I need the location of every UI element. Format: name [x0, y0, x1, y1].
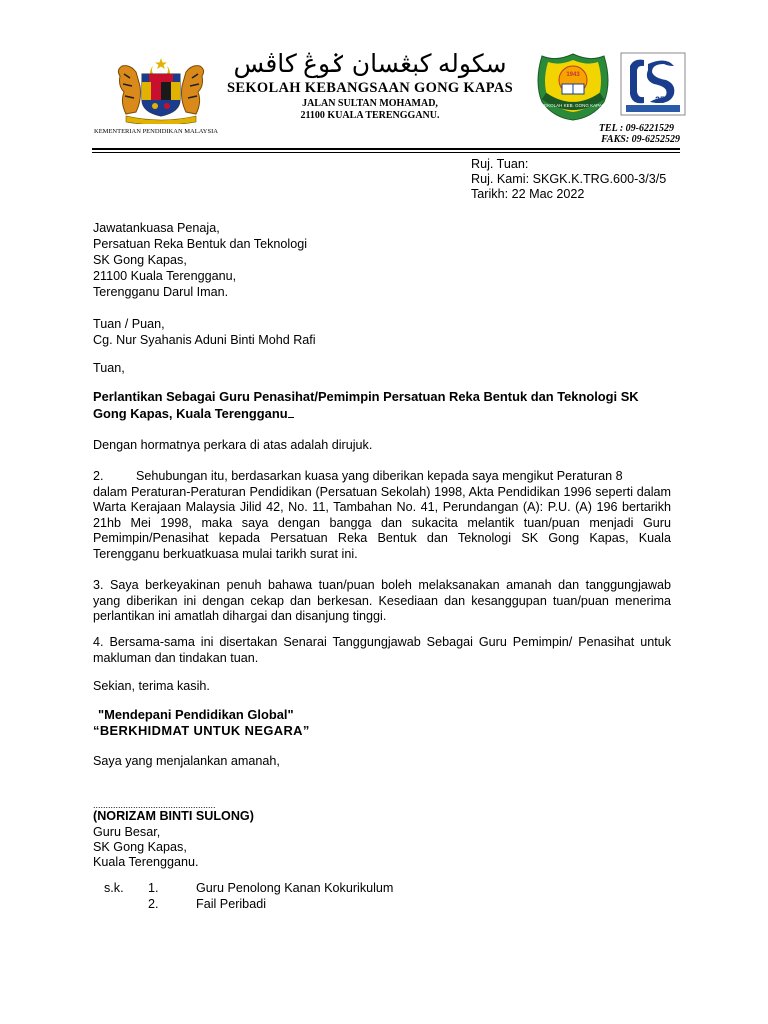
motto-line2: “BERKHIDMAT UNTUK NEGARA”	[93, 723, 310, 738]
school-address-line2: 21100 KUALA TERENGGANU.	[300, 110, 440, 121]
signatory-place: Kuala Terengganu.	[93, 855, 199, 869]
paragraph-2	[93, 469, 671, 563]
paragraph-1: Dengan hormatnya perkara di atas adalah dirujuk.	[93, 438, 373, 452]
cc-item-text: Guru Penolong Kanan Kokurikulum	[196, 881, 394, 895]
paragraph-2-text: dalam Peraturan-Peraturan Pendidikan (Persatuan Sekolah) 1998, Akta Pendidikan 1996 seperti dalam Warta Kerajaan Malaysia Jilid 42, No. 11, Tambahan No. 41, Perundangan (A): P.U. (A) 196 bertarikh 21hb Mei 1998, maka saya dengan bangga dan sukacita melantik tuan/puan menjadi Guru Pemimpin/Penasihat kepada Persatuan Reka Bentuk dan Teknologi SK Gong Kapas, Kuala Terengganu berkuatkuasa mulai tarikh surat ini.	[93, 484, 671, 561]
signatory-title: Guru Besar,	[93, 825, 161, 839]
subject-line2	[93, 406, 294, 422]
subject-line2-text: Gong Kapas, Kuala Terengganu	[93, 406, 288, 421]
cc-label: s.k.	[104, 881, 124, 895]
attention-name: Cg. Nur Syahanis Aduni Binti Mohd Rafi	[93, 333, 316, 347]
paragraph-2-first-line	[93, 469, 671, 485]
letterhead-divider	[92, 148, 680, 150]
school-address-line1: JALAN SULTAN MOHAMAD,	[302, 98, 438, 109]
closing: Sekian, terima kasih.	[93, 679, 210, 693]
phone-number: TEL : 09-6221529	[598, 123, 674, 134]
paragraph-2-first-text: Sehubungan itu, berdasarkan kuasa yang diberikan kepada saya mengikut Peraturan 8	[136, 469, 623, 483]
letter-date: Tarikh: 22 Mac 2022	[471, 187, 585, 201]
school-name: SEKOLAH KEBANGSAAN GONG KAPAS	[227, 80, 513, 96]
paragraph-2-number: 2.	[93, 469, 104, 483]
letterhead-divider-thin	[92, 152, 680, 153]
motto-line1: "Mendepani Pendidikan Global"	[98, 707, 294, 722]
recipient-line: Jawatankuasa Penaja,	[93, 221, 220, 235]
program-logo	[620, 52, 686, 116]
paragraph-4: 4. Bersama-sama ini disertakan Senarai Tanggungjawab Sebagai Guru Pemimpin/ Penasihat untuk makluman dan tindakan tuan.	[93, 635, 671, 665]
paragraph-3: 3. Saya berkeyakinan penuh bahawa tuan/puan boleh melaksanakan amanah dan tanggungjawab yang diberikan ini dengan cekap dan berkesan. Kesediaan dan kesanggupan tuan/puan menerima perlantikan ini amatlah dihargai dan disanjung tinggi.	[93, 578, 671, 624]
school-name-jawi: سکوله کبڠسان ݢوڠ کاڤس	[233, 51, 507, 78]
recipient-line: 21100 Kuala Terengganu,	[93, 269, 237, 283]
signature-intro: Saya yang menjalankan amanah,	[93, 754, 280, 768]
recipient-line: SK Gong Kapas,	[93, 253, 187, 267]
salutation: Tuan,	[93, 361, 125, 375]
attention-line: Tuan / Puan,	[93, 317, 165, 331]
signature-dots: .................................................	[93, 800, 216, 810]
recipient-line: Persatuan Reka Bentuk dan Teknologi	[93, 237, 308, 251]
malaysia-crest-logo	[112, 56, 210, 124]
cc-item-number: 1.	[148, 881, 159, 895]
subject-line1: Perlantikan Sebagai Guru Penasihat/Pemimpin Persatuan Reka Bentuk dan Teknologi SK	[93, 389, 639, 404]
signatory-org: SK Gong Kapas,	[93, 840, 187, 854]
ref-our-reference: Ruj. Kami: SKGK.K.TRG.600-3/3/5	[471, 172, 667, 186]
ministry-label: KEMENTERIAN PENDIDIKAN MALAYSIA	[94, 128, 218, 135]
fax-number: FAKS: 09-6252529	[601, 134, 680, 145]
cc-item-text: Fail Peribadi	[196, 897, 266, 911]
school-badge-year: 1943	[566, 72, 580, 78]
recipient-line: Terengganu Darul Iman.	[93, 285, 229, 299]
cc-item-number: 2.	[148, 897, 159, 911]
school-badge-logo	[532, 52, 614, 122]
subject-underscore	[288, 406, 294, 418]
ref-your-reference: Ruj. Tuan:	[471, 157, 529, 171]
program-logo-number: 25	[655, 95, 666, 105]
school-badge-text: SEKOLAH KEB. GONG KAPAS	[541, 103, 605, 108]
signatory-name: (NORIZAM BINTI SULONG)	[93, 809, 254, 823]
